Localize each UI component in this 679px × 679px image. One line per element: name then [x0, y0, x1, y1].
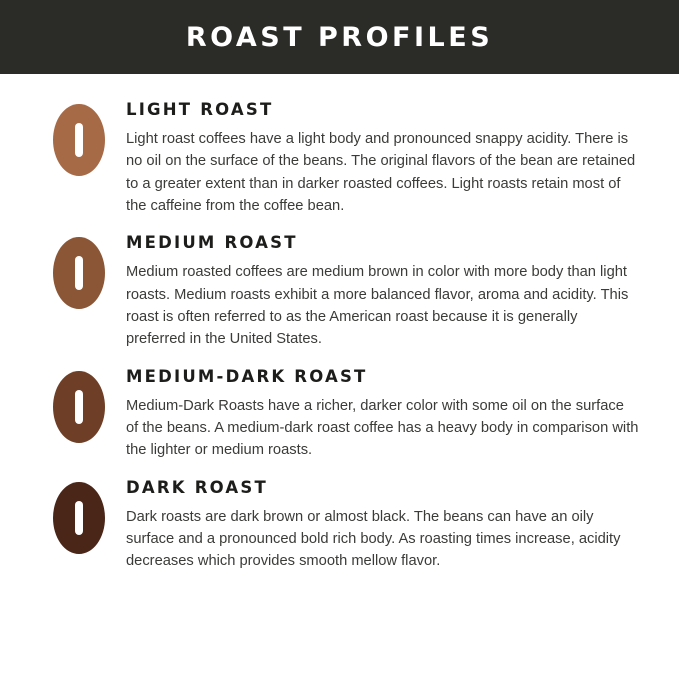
bean-icon-wrap-medium	[36, 233, 122, 309]
roast-text-light	[122, 100, 639, 217]
roast-item-light	[36, 100, 639, 217]
bean-slit	[75, 501, 83, 535]
roast-text-medium-dark	[122, 367, 639, 462]
bean-slit	[75, 390, 83, 424]
bean-slit	[75, 123, 83, 157]
roast-title: MEDIUM-DARK ROAST	[126, 366, 368, 386]
roast-title: MEDIUM ROAST	[126, 233, 298, 253]
page-title: ROAST PROFILES	[185, 21, 494, 53]
bean-icon-wrap-light	[36, 100, 122, 176]
roast-description: Dark roasts are dark brown or almost black. The beans can have an oily surface and a pronounced bold rich body. As roasting times increase, acidity decreases which provides smooth mellow flavor.	[126, 508, 621, 570]
coffee-bean-icon	[53, 104, 105, 176]
bean-slit	[75, 256, 83, 290]
roast-list	[0, 74, 679, 573]
roast-title: LIGHT ROAST	[126, 100, 274, 119]
roast-description: Medium roasted coffees are medium brown in color with more body than light roasts. Medium roasts exhibit a more balanced flavor, aroma and acidity. This roast is often referred to as the American roast because it is generally preferred in the United States.	[126, 264, 629, 348]
roast-text-medium	[122, 233, 639, 350]
page-header	[0, 0, 679, 74]
bean-icon-wrap-medium-dark	[36, 367, 122, 443]
coffee-bean-icon	[53, 482, 105, 554]
coffee-bean-icon	[53, 371, 105, 443]
roast-title: DARK ROAST	[126, 477, 268, 497]
roast-description: Light roast coffees have a light body and pronounced snappy acidity. There is no oil on the surface of the beans. The original flavors of the bean are retained to a greater extent than in darker roasted coffees. Light roasts retain most of the caffeine from the coffee bean.	[126, 131, 636, 215]
roast-item-medium-dark	[36, 367, 639, 462]
roast-description: Medium-Dark Roasts have a richer, darker color with some oil on the surface of the beans. A medium-dark roast coffee has a heavy body in comparison with the lighter or medium roasts.	[126, 397, 639, 459]
coffee-bean-icon	[53, 237, 105, 309]
roast-item-medium	[36, 233, 639, 350]
roast-text-dark	[122, 478, 639, 573]
bean-icon-wrap-dark	[36, 478, 122, 554]
roast-item-dark	[36, 478, 639, 573]
